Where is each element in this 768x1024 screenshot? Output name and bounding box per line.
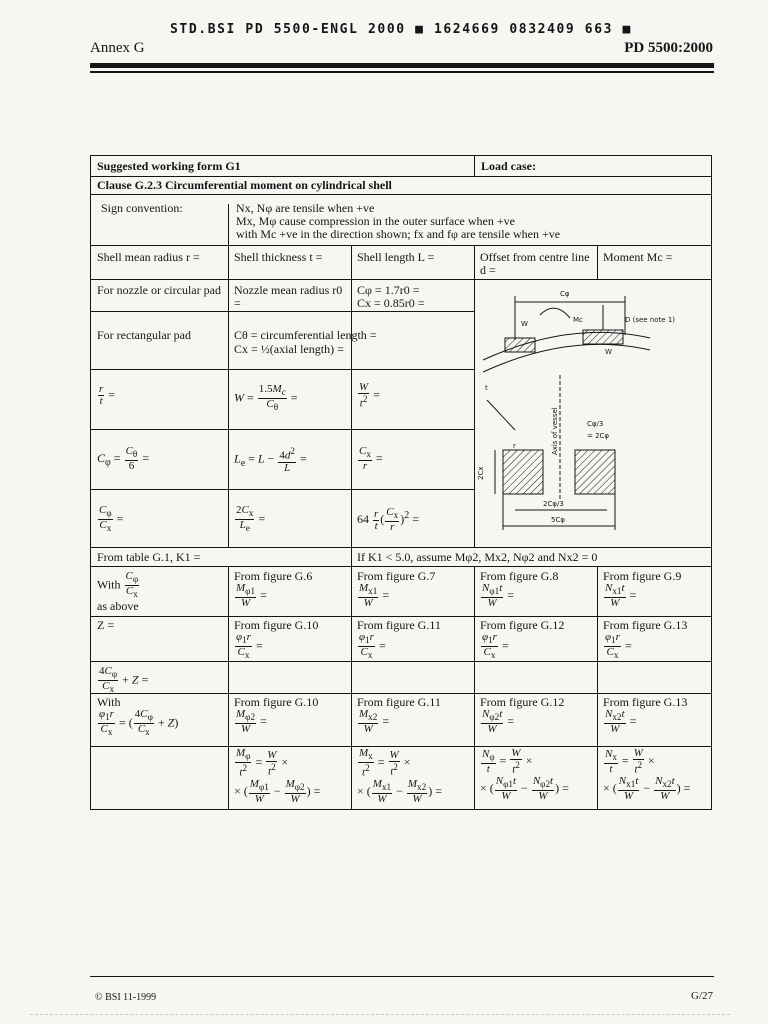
load-block-left — [505, 338, 535, 352]
64-expression[interactable]: 64 $\frac{r}{t}$ ( $\frac{C_x}{r}$ )$^2$ = — [357, 506, 419, 534]
fig-g12-cell-1[interactable]: From figure G.12 $\frac{\varphi_1r}{C_x}$ = — [480, 618, 565, 661]
fig-g6-cell[interactable]: From figure G.6 $\frac{M_{\varphi 1}}{W}$ = — [234, 569, 313, 610]
diagram-note: D (see note 1) — [625, 316, 676, 324]
c-phi-ratio[interactable]: $C_\varphi$ = $\frac{C_\theta}{6}$ = — [97, 445, 150, 473]
header-rule-thick — [90, 63, 714, 68]
page-number: G/27 — [691, 990, 713, 1002]
diagram-t-label: t — [485, 384, 488, 392]
row-line — [91, 369, 474, 370]
scan-artifact-line — [30, 1014, 730, 1016]
row-line — [91, 194, 712, 195]
fig-g10-cell-1[interactable]: From figure G.10 $\frac{\varphi_1r}{C_x}$ = — [234, 618, 319, 661]
col-line — [228, 204, 229, 245]
clause-heading: Clause G.2.3 Circumferential moment on cylindrical shell — [97, 178, 392, 192]
row-line — [91, 693, 712, 694]
fig-g11-label: From figure G.11 — [357, 618, 441, 632]
cx-over-r[interactable]: $\frac{C_x}{r}$ = — [359, 445, 383, 473]
with-label: With — [97, 577, 121, 592]
fig-g11-cell-1[interactable]: From figure G.11 $\frac{\varphi_1r}{C_x}$ = — [357, 618, 441, 661]
standard-number: PD 5500:2000 — [624, 40, 713, 56]
fig-g10-label-2: From figure G.10 — [234, 695, 319, 709]
k1-field[interactable]: From table G.1, K1 = — [97, 550, 201, 564]
load-case-label: Load case: — [481, 159, 536, 173]
fig-g13-label: From figure G.13 — [603, 618, 688, 632]
row-line — [91, 311, 474, 312]
fig-g9-label: From figure G.9 — [603, 569, 682, 583]
m-phi-result[interactable]: $\frac{M_\varphi}{t^2}$ = $\frac{W}{t^2}$ × × ( $\frac{M_{\varphi 1}}{W}$ − $\frac{M_{\varphi 2}}{W}$ ) = — [234, 747, 321, 806]
load-block-right — [583, 330, 623, 344]
col-line — [228, 245, 229, 547]
c-theta-field[interactable]: Cθ = circumferential length = — [234, 328, 377, 342]
k1-note: If K1 < 5.0, assume Mφ2, Mx2, Nφ2 and Nx2 = 0 — [357, 550, 598, 564]
fig-g7-label: From figure G.7 — [357, 569, 436, 583]
fig-g11-label-2: From figure G.11 — [357, 695, 441, 709]
diagram-axis-label: Axis of vessel — [551, 407, 559, 455]
fig-g13-cell-2[interactable]: From figure G.13 $\frac{N_{x2}t}{W}$ = — [603, 695, 688, 736]
moment-field[interactable]: Moment Mc = — [603, 250, 673, 264]
diagram-w-label-2: W — [605, 348, 612, 356]
diagram-bottom2: 5Cφ — [551, 516, 565, 524]
nozzle-label: For nozzle or circular pad — [97, 283, 221, 297]
diagram-c2-label: = 2Cφ — [587, 432, 610, 440]
document-stamp: STD.BSI PD 5500-ENGL 2000 ■ 1624669 0832409 663 ■ — [170, 22, 632, 37]
rect-pad-label: For rectangular pad — [97, 328, 191, 342]
le-eq[interactable]: $L_e = L$ − $\frac{4d^2}{L}$ = — [234, 446, 307, 474]
nozzle-radius-field[interactable]: Nozzle mean radius r0 = — [234, 283, 343, 310]
row-line — [91, 547, 712, 548]
c-phi-field[interactable]: Cφ = 1.7r0 = — [357, 283, 420, 297]
w-eq[interactable]: W = $\frac{1.5M_c}{C_\theta}$ = — [234, 383, 298, 413]
row-line — [91, 489, 474, 490]
row-line — [91, 566, 712, 567]
footer-rule — [90, 976, 714, 977]
fig-g13-label-2: From figure G.13 — [603, 695, 688, 709]
sign-line-1: Nx, Nφ are tensile when +ve — [236, 201, 375, 215]
shell-length-field[interactable]: Shell length L = — [357, 250, 435, 264]
shell-mean-radius-field[interactable]: Shell mean radius r = — [97, 250, 200, 264]
fig-g9-cell[interactable]: From figure G.9 $\frac{N_{x1}t}{W}$ = — [603, 569, 682, 610]
pad-block-right — [575, 450, 615, 494]
c-x-field[interactable]: Cx = 0.85r0 = — [357, 296, 425, 310]
col-line — [474, 156, 475, 176]
diagram-r-label: r — [513, 442, 516, 450]
fig-g7-cell[interactable]: From figure G.7 $\frac{M_{x1}}{W}$ = — [357, 569, 436, 610]
col-line — [228, 566, 229, 810]
2cx-over-le[interactable]: $\frac{2C_x}{L_e}$ = — [236, 504, 266, 534]
c-x-axial-field[interactable]: Cx = ½(axial length) = — [234, 342, 344, 356]
row-line — [91, 176, 712, 177]
fig-g10-cell-2[interactable]: From figure G.10 $\frac{M_{\varphi 2}}{W}$ = — [234, 695, 319, 736]
form-title: Suggested working form G1 — [97, 159, 241, 173]
as-above-label: as above — [97, 599, 139, 614]
diagram-2cx-label: 2Cx — [477, 466, 485, 480]
annex-label: Annex G — [90, 40, 145, 56]
r-over-t[interactable]: $\frac{r}{t}$ = — [99, 383, 116, 407]
moment-arc — [540, 308, 570, 318]
offset-field[interactable]: Offset from centre line d = — [480, 250, 590, 277]
fig-g12-label: From figure G.12 — [480, 618, 565, 632]
fig-g6-label: From figure G.6 — [234, 569, 313, 583]
diagram-dim-top: Cφ — [560, 290, 570, 298]
sign-line-2: Mx, Mφ cause compression in the outer surface when +ve — [236, 214, 515, 228]
fig-g13-cell-1[interactable]: From figure G.13 $\frac{\varphi_1r}{C_x}$ = — [603, 618, 688, 661]
diagram-w-label: W — [521, 320, 528, 328]
diagram-mc-label: Mc — [573, 316, 583, 324]
z-field[interactable]: Z = — [97, 618, 115, 632]
n-x-result[interactable]: $\frac{N_x}{t}$ = $\frac{W}{t^2}$ × × ( $\frac{N_{x1}t}{W}$ − $\frac{N_{x2}t}{W}$ ) = — [603, 747, 691, 802]
cphi-over-cx[interactable]: $\frac{C_\varphi}{C_x}$ = — [99, 504, 124, 534]
working-form-table — [90, 155, 712, 810]
fig-g12-cell-2[interactable]: From figure G.12 $\frac{N_{\varphi 2}t}{W}$ = — [480, 695, 565, 736]
row-line — [91, 746, 712, 747]
header-rule-thin — [90, 71, 714, 73]
fig-g8-label: From figure G.8 — [480, 569, 559, 583]
with-phi-cell: With $\frac{\varphi_1r}{C_x}$ = ( $\frac{4C_\varphi}{C_x}$ + Z) — [97, 695, 179, 738]
sign-line-3: with Mc +ve in the direction shown; fx and fφ are tensile when +ve — [236, 227, 561, 241]
col-line — [597, 566, 598, 810]
copyright: © BSI 11-1999 — [95, 992, 157, 1003]
n-phi-result[interactable]: $\frac{N_\varphi}{t}$ = $\frac{W}{t^2}$ × × ( $\frac{N_{\varphi 1}t}{W}$ − $\frac{N_{\varphi 2}t}{W}$ ) = — [480, 747, 569, 802]
shell-thickness-field[interactable]: Shell thickness t = — [234, 250, 323, 264]
row-line — [91, 429, 474, 430]
fig-g12-label-2: From figure G.12 — [480, 695, 565, 709]
with-label-2: With — [97, 695, 121, 709]
row-line — [91, 245, 712, 246]
row-line — [91, 616, 712, 617]
pad-diagram — [475, 280, 712, 546]
diagram-bottom1: 2Cφ/3 — [543, 500, 564, 508]
w-over-t2[interactable]: $\frac{W}{t^2}$ = — [359, 381, 380, 410]
m-x-result[interactable]: $\frac{M_x}{t^2}$ = $\frac{W}{t^2}$ × × ( $\frac{M_{x1}}{W}$ − $\frac{M_{x2}}{W}$ ) = — [357, 747, 442, 806]
4cphi-plus-z[interactable]: $\frac{4C_\varphi}{C_x}$ + Z = — [99, 665, 149, 695]
fig-g8-cell[interactable]: From figure G.8 $\frac{N_{\varphi 1}t}{W}$ = — [480, 569, 559, 610]
col-line — [474, 566, 475, 810]
col-line — [597, 245, 598, 279]
pad-block-left — [503, 450, 543, 494]
with-ratio-cell: With $\frac{C_\varphi}{C_x}$ as above — [97, 570, 139, 614]
col-line — [351, 245, 352, 547]
fig-g10-label: From figure G.10 — [234, 618, 319, 632]
fig-g11-cell-2[interactable]: From figure G.11 $\frac{M_{x2}}{W}$ = — [357, 695, 441, 736]
col-line — [351, 547, 352, 810]
diagram-c3-label: Cφ/3 — [587, 420, 604, 428]
sign-convention-label: Sign convention: — [101, 201, 183, 215]
